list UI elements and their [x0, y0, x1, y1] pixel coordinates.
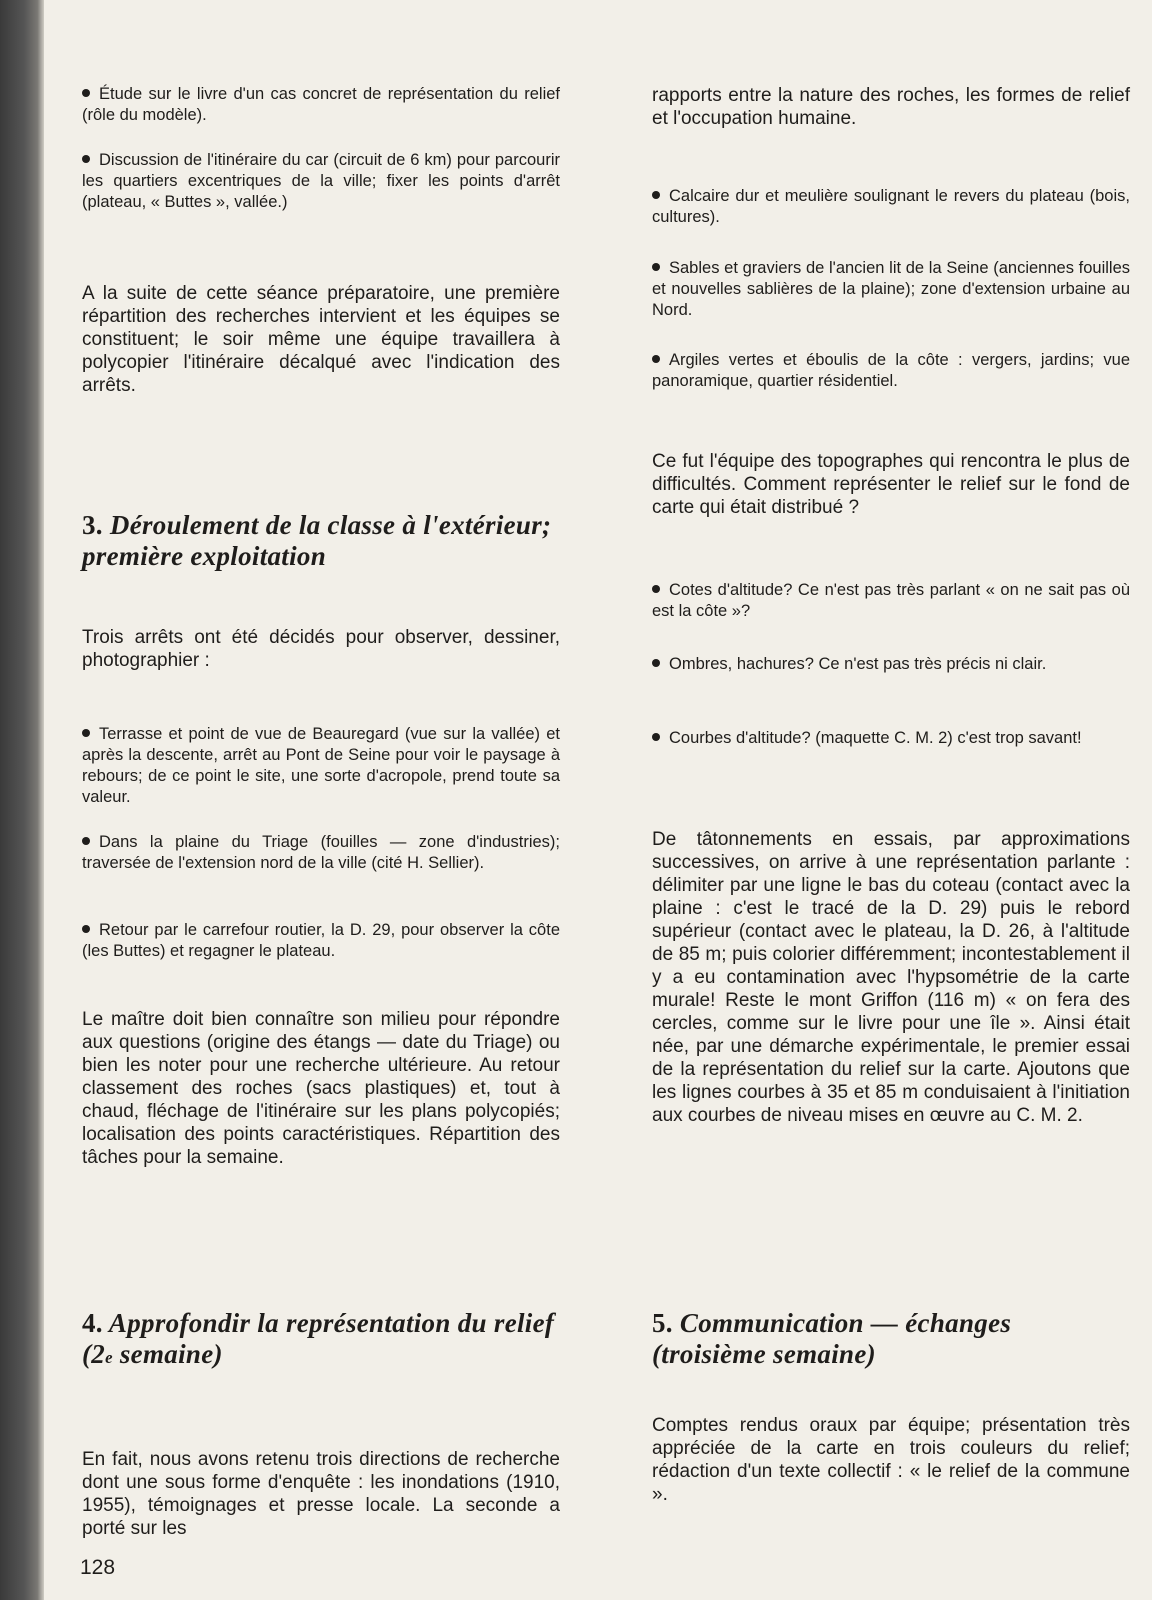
topographers-paragraph: Ce fut l'équipe des topographes qui rencontra le plus de difficultés. Comment représenter le relief sur le fond de carte qui était distribué ? [652, 451, 1130, 518]
section-4-paragraph: En fait, nous avons retenu trois directions de recherche dont une sous forme d'enquête : les inondations (1910, 1955), témoignages et presse locale. La seconde a porté sur les [82, 1449, 560, 1539]
bullet-icon [82, 155, 90, 163]
section-4-heading: 4. Approfondir la représentation du relief (2e semaine) [82, 1308, 555, 1369]
bullet-item: Discussion de l'itinéraire du car (circuit de 6 km) pour parcourir les quartiers excentriques de la ville; fixer les points d'arrêt (plateau, « Buttes », vallée.) [82, 151, 560, 211]
bullet-icon [82, 925, 90, 933]
bullet-item: Ombres, hachures? Ce n'est pas très précis ni clair. [652, 654, 1130, 675]
section-5-paragraph: Comptes rendus oraux par équipe; présentation très appréciée de la carte en trois couleurs du relief; rédaction d'un texte collectif : « le relief de la commune ». [652, 1415, 1130, 1505]
bullet-item: Argiles vertes et éboulis de la côte : vergers, jardins; vue panoramique, quartier résidentiel. [652, 351, 1130, 390]
bullet-item: Cotes d'altitude? Ce n'est pas très parlant « on ne sait pas où est la côte »? [652, 581, 1130, 620]
section-3-intro: Trois arrêts ont été décidés pour observer, dessiner, photographier : [82, 627, 560, 671]
bullet-icon [82, 729, 90, 737]
bullet-icon [652, 191, 660, 199]
paragraph-after-session: A la suite de cette séance préparatoire, une première répartition des recherches intervient et les équipes se constituent; le soir même une équipe travaillera à polycopier l'itinéraire décalqué avec l'indication des arrêts. [82, 283, 560, 396]
bullet-item: Étude sur le livre d'un cas concret de représentation du relief (rôle du modèle). [82, 85, 560, 124]
long-paragraph: De tâtonnements en essais, par approximations successives, on arrive à une représentation parlante : délimiter par une ligne le bas du coteau (contact avec la plaine : c'est le tracé de la D. 29) puis le rebord supérieur (contact avec le plateau, la D. 26, à l'altitude de 85 m; puis colorier différemment; incontestablement il y a eu contamination avec l'hypsométrie de la carte murale! Reste le mont Griffon (116 m) « on fera des cercles, comme sur le livre pour une île ». Ainsi était née, par une démarche expérimentale, le premier essai de la représentation du relief sur la carte. Ajoutons que les lignes courbes à 35 et 85 m conduisaient à l'initiation aux courbes de niveau mises en œuvre au C. M. 2. [652, 829, 1130, 1126]
section-3-heading: 3. Déroulement de la classe à l'extérieur; première exploitation [82, 510, 552, 571]
bullet-item: Retour par le carrefour routier, la D. 29, pour observer la côte (les Buttes) et regagner le plateau. [82, 921, 560, 960]
page-number: 128 [80, 1556, 116, 1579]
bullet-item: Dans la plaine du Triage (fouilles — zone d'industries); traversée de l'extension nord de la ville (cité H. Sellier). [82, 833, 560, 872]
bullet-icon [652, 733, 660, 741]
bullet-item: Terrasse et point de vue de Beauregard (vue sur la vallée) et après la descente, arrêt au Pont de Seine pour voir le paysage à rebours; de ce point le site, une sorte d'acropole, prend toute sa valeur. [82, 725, 560, 806]
bullet-icon [652, 585, 660, 593]
bullet-icon [82, 89, 90, 97]
bullet-icon [82, 837, 90, 845]
bullet-item: Calcaire dur et meulière soulignant le revers du plateau (bois, cultures). [652, 187, 1130, 226]
bullet-icon [652, 263, 660, 271]
section-3-closing: Le maître doit bien connaître son milieu pour répondre aux questions (origine des étangs — date du Triage) ou bien les noter pour une recherche ultérieure. Au retour classement des roches (sacs plastiques) et, tout à chaud, fléchage de l'itinéraire sur les plans polycopiés; localisation des points caractéristiques. Répartition des tâches pour la semaine. [82, 1009, 560, 1168]
bullet-item: Sables et graviers de l'ancien lit de la Seine (anciennes fouilles et nouvelles sablières de la plaine); zone d'extension urbaine au Nord. [652, 259, 1130, 319]
bullet-item: Courbes d'altitude? (maquette C. M. 2) c'est trop savant! [652, 728, 1130, 749]
continuation-paragraph: rapports entre la nature des roches, les formes de relief et l'occupation humaine. [652, 85, 1130, 129]
bullet-icon [652, 355, 660, 363]
book-spine-shadow [0, 0, 44, 1600]
section-5-heading: 5. Communication — échanges (troisième semaine) [652, 1308, 1012, 1369]
bullet-icon [652, 659, 660, 667]
